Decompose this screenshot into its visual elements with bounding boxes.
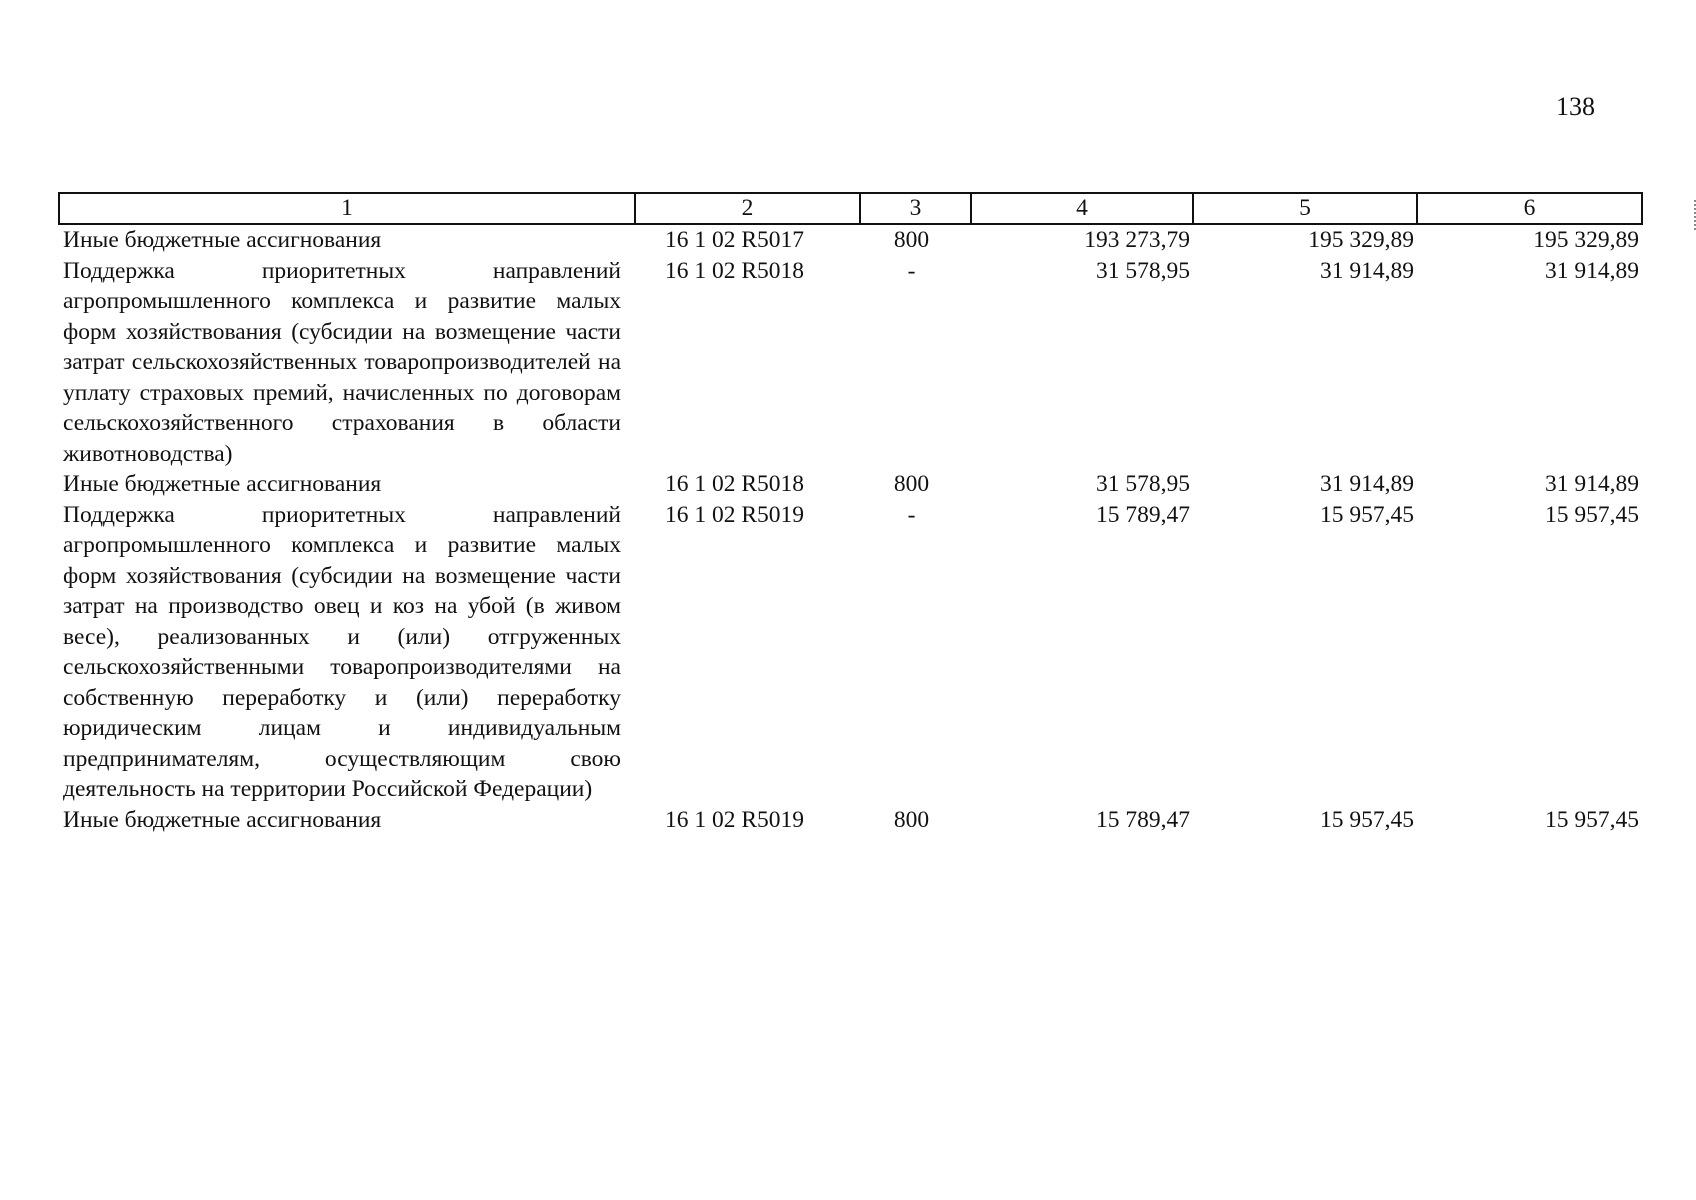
budget-table (58, 192, 1643, 835)
row-amount-col4: 15 789,47 (1096, 806, 1190, 833)
table-row (59, 500, 1642, 805)
row-amount-col5: 31 914,89 (1320, 471, 1414, 497)
table-row (59, 805, 1642, 836)
row-amount-col5: 195 329,89 (1308, 227, 1414, 253)
table-row (59, 224, 1642, 256)
page-number: 138 (1556, 92, 1595, 121)
table-row (59, 469, 1642, 500)
row-target-code: 16 1 02 R5018 (664, 257, 805, 284)
row-amount-col6: 195 329,89 (1533, 227, 1639, 253)
row-name: Иные бюджетные ассигнования (63, 471, 382, 497)
row-amount-col6: 31 914,89 (1545, 471, 1639, 497)
row-amount-col5: 31 914,89 (1320, 257, 1414, 284)
row-amount-col5: 15 957,45 (1320, 501, 1414, 528)
column-header-1: 1 (59, 193, 635, 224)
row-expense-type: 800 (893, 806, 930, 833)
row-target-code: 16 1 02 R5017 (664, 227, 805, 253)
header-row (59, 193, 1642, 224)
column-header-2: 2 (635, 193, 860, 224)
table-header (59, 193, 1642, 224)
row-amount-col4: 31 578,95 (1096, 471, 1190, 497)
table-body (59, 224, 1642, 835)
column-header-5: 5 (1193, 193, 1417, 224)
column-header-6: 6 (1417, 193, 1642, 224)
row-expense-type: 800 (893, 471, 930, 497)
row-target-code: 16 1 02 R5018 (664, 471, 805, 497)
row-expense-type: - (907, 257, 916, 284)
row-amount-col6: 15 957,45 (1545, 806, 1639, 833)
row-expense-type: - (907, 501, 916, 528)
row-amount-col6: 15 957,45 (1545, 501, 1639, 528)
row-name: Поддержка приоритетных направлений агропромышленного комплекса и развитие малых форм хозяйствования (субсидии на возмещение части затрат на производство овец и коз на убой (в живом весе), реализованных и (или) отгруженных сельскохозяйственными товаропроизводителями на собственную переработку и (или) переработку юридическим лицам и индивидуальным предпринимателям, осуществляющим свою деятельность на территории Российской Федерации) (63, 501, 621, 802)
column-header-4: 4 (971, 193, 1193, 224)
row-name: Поддержка приоритетных направлений агропромышленного комплекса и развитие малых форм хозяйствования (субсидии на возмещение части затрат сельскохозяйственных товаропроизводителей на уплату страховых премий, начисленных по договорам сельскохозяйственного страхования в области животноводства) (63, 257, 621, 467)
row-name: Иные бюджетные ассигнования (63, 806, 382, 833)
row-amount-col4: 15 789,47 (1096, 501, 1190, 528)
row-target-code: 16 1 02 R5019 (664, 806, 805, 833)
table-row (59, 256, 1642, 470)
row-amount-col6: 31 914,89 (1545, 257, 1639, 284)
row-target-code: 16 1 02 R5019 (664, 501, 805, 528)
row-amount-col4: 31 578,95 (1096, 257, 1190, 284)
row-name: Иные бюджетные ассигнования (63, 227, 382, 253)
column-header-3: 3 (860, 193, 971, 224)
row-amount-col4: 193 273,79 (1084, 227, 1190, 253)
row-expense-type: 800 (893, 227, 930, 253)
row-amount-col5: 15 957,45 (1320, 806, 1414, 833)
